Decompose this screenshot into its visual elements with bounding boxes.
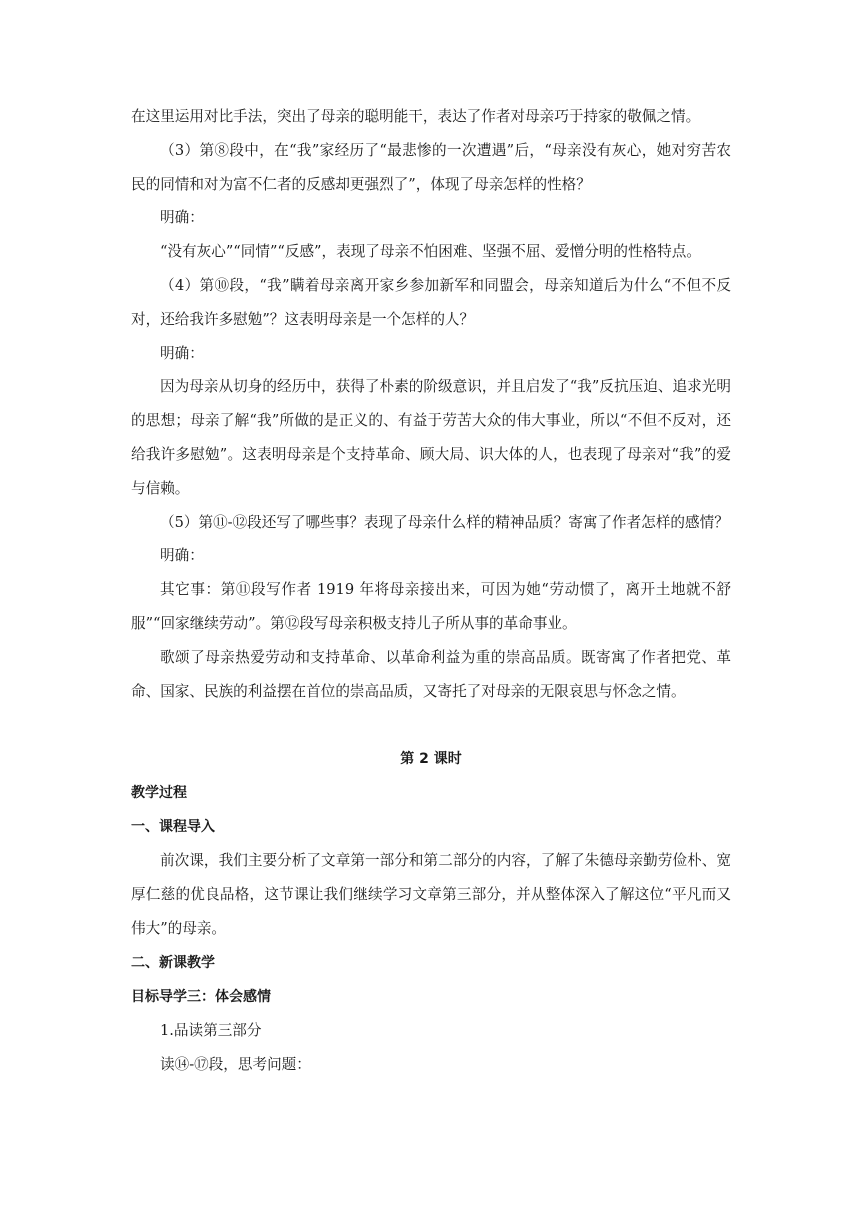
- step-1: 1.品读第三部分: [160, 1021, 262, 1039]
- question-5: （5）第⑪-⑫段还写了哪些事？表现了母亲什么样的精神品质？寄寓了作者怎样的感情？: [160, 513, 729, 531]
- answer-text: 因为母亲从切身的经历中，获得了朴素的阶级意识，并且启发了“我”反抗压迫、追求光明的思想；母亲了解“我”所做的是正义的、有益于劳苦大众的伟大事业，所以“不但不反对，还给我许多慰勉”。这表明母亲是个支持革命、顾大局、识大体的人，也表现了母亲对“我”的爱与信赖。: [131, 378, 731, 497]
- answer-label: 明确：: [160, 209, 204, 227]
- question-3: （3）第⑧段中，在“我”家经历了“最悲惨的一次遭遇”后，“母亲没有灰心，她对穷苦农民的同情和对为富不仁者的反感却更强烈了”，体现了母亲怎样的性格？: [131, 141, 731, 193]
- section-heading-intro: 一、课程导入: [131, 819, 215, 836]
- paragraph: 在这里运用对比手法，突出了母亲的聪明能干，表达了作者对母亲巧于持家的敬佩之情。: [131, 108, 701, 125]
- spacer: [131, 708, 731, 742]
- question-4: （4）第⑩段，“我”瞒着母亲离开家乡参加新军和同盟会，母亲知道后为什么“不但不反对，还给我许多慰勉”？这表明母亲是一个怎样的人？: [131, 276, 731, 328]
- section-heading-process: 教学过程: [131, 785, 187, 802]
- section-heading-goal3: 目标导学三：体会感情: [131, 988, 271, 1005]
- answer-label: 明确：: [160, 547, 204, 565]
- intro-paragraph: 前次课，我们主要分析了文章第一部分和第二部分的内容，了解了朱德母亲勤劳俭朴、宽厚仁慈的优良品格，这节课让我们继续学习文章第三部分，并从整体深入了解这位“平凡而又伟大”的母亲。: [131, 852, 731, 937]
- lesson-title: 第 2 课时: [400, 751, 462, 768]
- section-heading-new: 二、新课教学: [131, 954, 215, 971]
- answer-text: 歌颂了母亲热爱劳动和支持革命、以革命利益为重的崇高品质。既寄寓了作者把党、革命、国家、民族的利益摆在首位的崇高品质，又寄托了对母亲的无限哀思与怀念之情。: [131, 648, 731, 700]
- answer-text: 其它事：第⑪段写作者 1919 年将母亲接出来，可因为她“劳动惯了，离开土地就不舒服”“回家继续劳动”。第⑫段写母亲积极支持儿子所从事的革命事业。: [131, 581, 731, 632]
- answer-text: “没有灰心”“同情”“反感”，表现了母亲不怕困难、坚强不屈、爱憎分明的性格特点。: [160, 243, 701, 261]
- answer-label: 明确：: [160, 344, 204, 362]
- reading-task: 读⑭-⑰段，思考问题：: [160, 1055, 311, 1073]
- document-page: [131, 100, 731, 1081]
